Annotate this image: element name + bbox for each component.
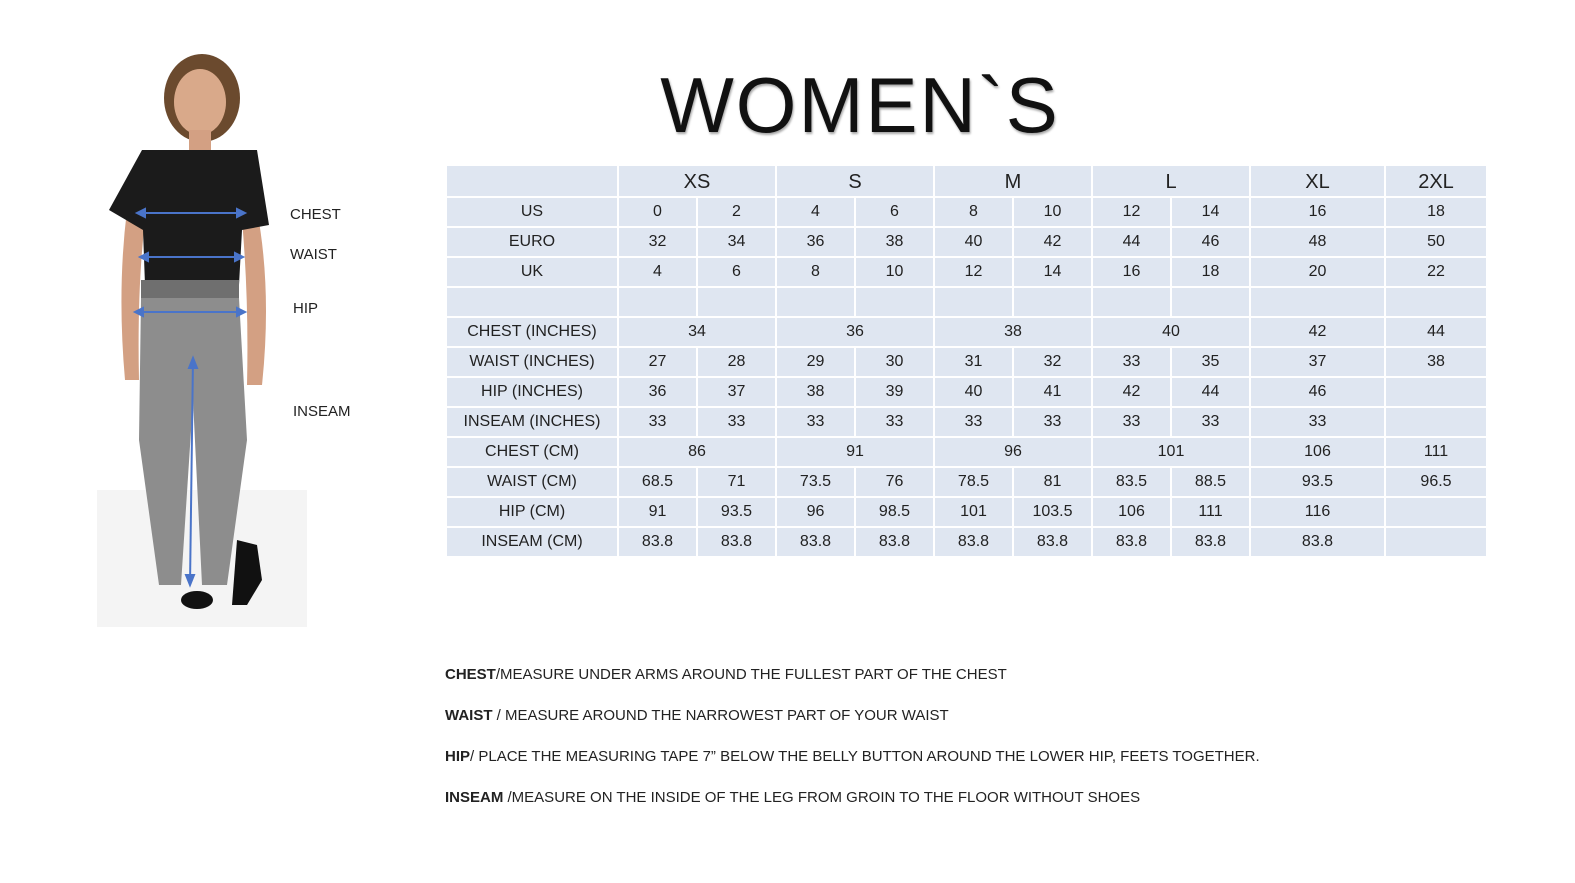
note-chest: CHEST/MEASURE UNDER ARMS AROUND THE FULLEST PART OF THE CHEST [445, 666, 1007, 683]
table-cell: 10 [856, 258, 933, 286]
table-cell: 16 [1251, 198, 1384, 226]
table-cell: 38 [935, 318, 1091, 346]
table-row [447, 498, 1486, 526]
table-cell: 83.8 [1172, 528, 1249, 556]
table-cell: 83.8 [777, 528, 854, 556]
table-cell: 106 [1093, 498, 1170, 526]
table-cell: 33 [1093, 408, 1170, 436]
table-cell [619, 288, 696, 316]
note-waist: WAIST / MEASURE AROUND THE NARROWEST PART OF YOUR WAIST [445, 707, 949, 724]
table-cell: 37 [698, 378, 775, 406]
size-m-header: M [935, 166, 1091, 196]
table-cell: 8 [935, 198, 1012, 226]
table-cell: 42 [1014, 228, 1091, 256]
table-cell: 103.5 [1014, 498, 1091, 526]
row-label: HIP (INCHES) [447, 378, 617, 406]
table-cell: 32 [619, 228, 696, 256]
table-row [447, 378, 1486, 406]
table-cell: 18 [1386, 198, 1486, 226]
table-cell: 73.5 [777, 468, 854, 496]
label-waist: WAIST [290, 246, 337, 263]
table-cell: 12 [935, 258, 1012, 286]
table-cell: 6 [698, 258, 775, 286]
table-cell: 14 [1172, 198, 1249, 226]
table-cell: 33 [1172, 408, 1249, 436]
table-cell: 29 [777, 348, 854, 376]
row-label: CHEST (INCHES) [447, 318, 617, 346]
table-cell: 8 [777, 258, 854, 286]
table-cell: 83.8 [935, 528, 1012, 556]
table-row [447, 318, 1486, 346]
label-hip: HIP [293, 300, 319, 317]
table-cell: 31 [935, 348, 1012, 376]
table-cell: 38 [1386, 348, 1486, 376]
table-cell: 36 [777, 228, 854, 256]
table-cell [1093, 288, 1170, 316]
size-xl-header: XL [1251, 166, 1384, 196]
table-cell: 41 [1014, 378, 1091, 406]
table-cell: 42 [1251, 318, 1384, 346]
row-label: EURO [447, 228, 617, 256]
table-cell: 44 [1386, 318, 1486, 346]
table-cell: 34 [619, 318, 775, 346]
table-cell: 33 [777, 408, 854, 436]
table-cell: 22 [1386, 258, 1486, 286]
table-cell: 40 [1093, 318, 1249, 346]
table-cell: 116 [1251, 498, 1384, 526]
measurement-notes [445, 666, 1260, 830]
table-cell: 71 [698, 468, 775, 496]
size-s-header: S [777, 166, 933, 196]
table-cell [856, 288, 933, 316]
table-cell: 96.5 [1386, 468, 1486, 496]
note-hip: HIP/ PLACE THE MEASURING TAPE 7” BELOW THE BELLY BUTTON AROUND THE LOWER HIP, FEETS TOGETHER. [445, 748, 1260, 765]
table-cell: 83.8 [856, 528, 933, 556]
table-row [447, 258, 1486, 286]
table-cell: 83.8 [619, 528, 696, 556]
table-cell: 88.5 [1172, 468, 1249, 496]
table-cell: 44 [1093, 228, 1170, 256]
table-cell: 10 [1014, 198, 1091, 226]
label-chest: CHEST [290, 206, 341, 223]
table-cell: 0 [619, 198, 696, 226]
table-cell: 38 [777, 378, 854, 406]
table-row [447, 438, 1486, 466]
table-cell [1386, 288, 1486, 316]
table-row [447, 228, 1486, 256]
table-cell: 91 [619, 498, 696, 526]
table-cell: 101 [935, 498, 1012, 526]
table-cell [1386, 408, 1486, 436]
note-inseam: INSEAM /MEASURE ON THE INSIDE OF THE LEG FROM GROIN TO THE FLOOR WITHOUT SHOES [445, 789, 1141, 806]
table-cell: 12 [1093, 198, 1170, 226]
table-cell: 39 [856, 378, 933, 406]
table-row [447, 288, 1486, 316]
size-l-header: L [1093, 166, 1249, 196]
table-cell: 6 [856, 198, 933, 226]
table-cell: 93.5 [698, 498, 775, 526]
table-cell [1172, 288, 1249, 316]
row-label: UK [447, 258, 617, 286]
row-label: CHEST (CM) [447, 438, 617, 466]
table-cell: 36 [777, 318, 933, 346]
table-cell: 33 [935, 408, 1012, 436]
table-cell: 93.5 [1251, 468, 1384, 496]
table-cell: 40 [935, 228, 1012, 256]
table-cell: 20 [1251, 258, 1384, 286]
row-label: INSEAM (INCHES) [447, 408, 617, 436]
table-cell: 111 [1386, 438, 1486, 466]
table-cell: 33 [856, 408, 933, 436]
table-cell [1386, 528, 1486, 556]
table-cell: 76 [856, 468, 933, 496]
table-cell: 111 [1172, 498, 1249, 526]
table-cell: 83.8 [1251, 528, 1384, 556]
table-cell: 48 [1251, 228, 1384, 256]
table-cell: 4 [777, 198, 854, 226]
label-inseam: INSEAM [293, 403, 351, 420]
table-row [447, 528, 1486, 556]
table-cell: 38 [856, 228, 933, 256]
table-cell: 35 [1172, 348, 1249, 376]
table-row [447, 198, 1486, 226]
table-row [447, 408, 1486, 436]
table-cell [777, 288, 854, 316]
table-cell [935, 288, 1012, 316]
row-label: HIP (CM) [447, 498, 617, 526]
table-cell: 83.8 [698, 528, 775, 556]
row-label: WAIST (CM) [447, 468, 617, 496]
table-cell: 33 [619, 408, 696, 436]
table-cell: 27 [619, 348, 696, 376]
table-cell: 40 [935, 378, 1012, 406]
table-cell [1014, 288, 1091, 316]
table-cell: 33 [1093, 348, 1170, 376]
table-cell: 68.5 [619, 468, 696, 496]
table-cell: 101 [1093, 438, 1249, 466]
table-cell: 14 [1014, 258, 1091, 286]
table-cell: 96 [777, 498, 854, 526]
table-cell: 81 [1014, 468, 1091, 496]
table-cell: 36 [619, 378, 696, 406]
row-label: WAIST (INCHES) [447, 348, 617, 376]
table-cell: 50 [1386, 228, 1486, 256]
row-label: US [447, 198, 617, 226]
table-cell: 4 [619, 258, 696, 286]
table-cell: 83.8 [1014, 528, 1091, 556]
table-cell: 28 [698, 348, 775, 376]
table-cell [1386, 378, 1486, 406]
row-label [447, 288, 617, 316]
table-cell [1251, 288, 1384, 316]
table-cell: 30 [856, 348, 933, 376]
size-2xl-header: 2XL [1386, 166, 1486, 196]
table-cell: 98.5 [856, 498, 933, 526]
table-cell: 46 [1251, 378, 1384, 406]
table-cell [1386, 498, 1486, 526]
table-cell: 34 [698, 228, 775, 256]
model-figure-image [97, 40, 307, 627]
table-cell: 83.8 [1093, 528, 1170, 556]
header-corner-cell [447, 166, 617, 196]
table-cell: 106 [1251, 438, 1384, 466]
table-cell: 18 [1172, 258, 1249, 286]
table-cell: 2 [698, 198, 775, 226]
table-cell: 91 [777, 438, 933, 466]
table-cell: 86 [619, 438, 775, 466]
table-cell: 46 [1172, 228, 1249, 256]
size-xs-header: XS [619, 166, 775, 196]
size-header-row [447, 166, 1486, 196]
table-row [447, 468, 1486, 496]
table-cell: 16 [1093, 258, 1170, 286]
table-cell: 78.5 [935, 468, 1012, 496]
page-title: WOMEN`S [660, 61, 1060, 149]
table-cell: 44 [1172, 378, 1249, 406]
table-cell [698, 288, 775, 316]
table-cell: 96 [935, 438, 1091, 466]
table-cell: 37 [1251, 348, 1384, 376]
row-label: INSEAM (CM) [447, 528, 617, 556]
table-cell: 83.5 [1093, 468, 1170, 496]
table-cell: 33 [698, 408, 775, 436]
table-cell: 33 [1251, 408, 1384, 436]
table-row [447, 348, 1486, 376]
table-cell: 42 [1093, 378, 1170, 406]
size-chart-table [445, 164, 1488, 558]
table-cell: 32 [1014, 348, 1091, 376]
table-cell: 33 [1014, 408, 1091, 436]
